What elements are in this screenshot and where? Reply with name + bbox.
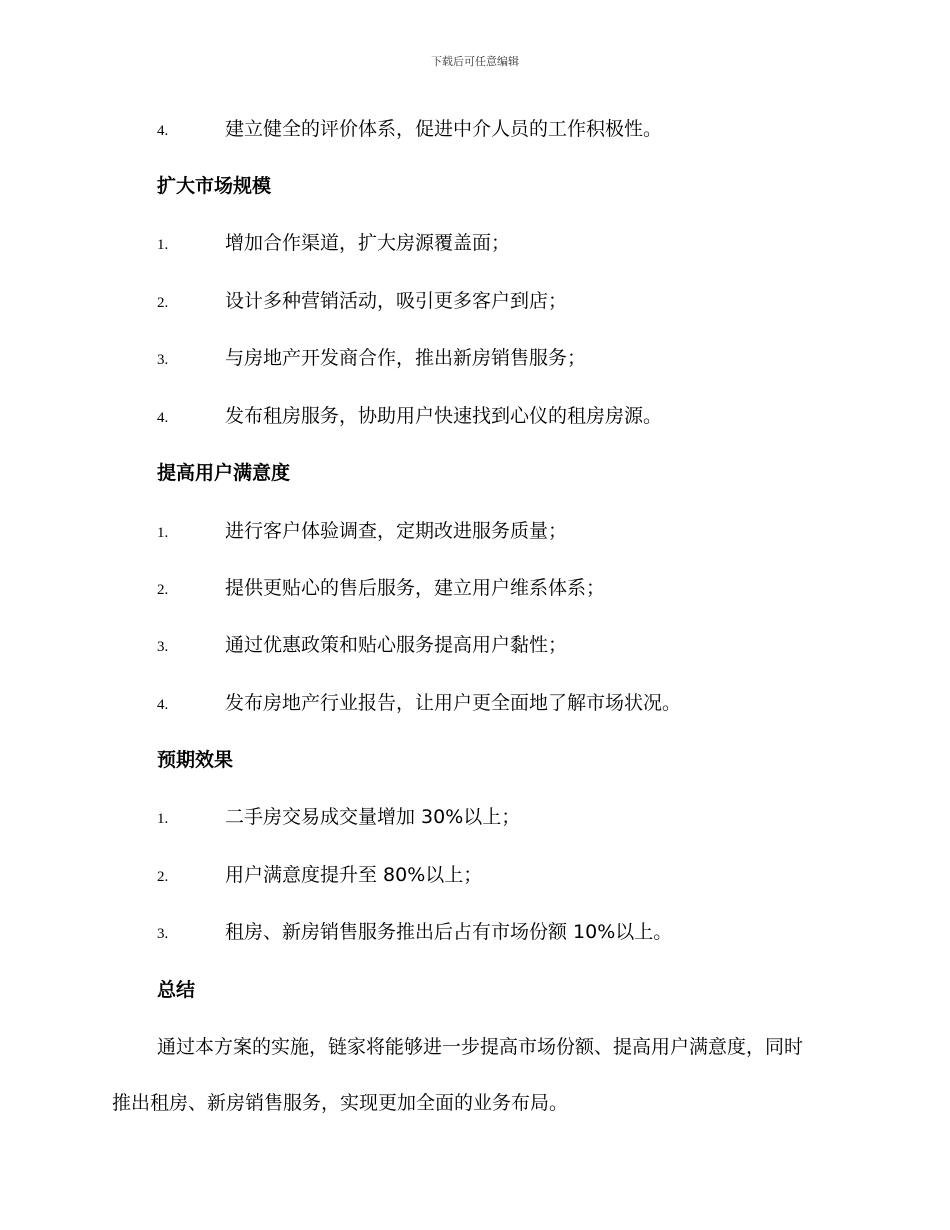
list-item-text: 用户满意度提升至 80%以上；: [225, 864, 483, 886]
list-item-number: 1.: [157, 811, 169, 827]
list-item-number: 3.: [157, 352, 169, 368]
list-item-text: 与房地产开发商合作，推出新房销售服务；: [225, 347, 587, 369]
list-item-number: 2.: [157, 295, 169, 311]
summary-paragraph: 通过本方案的实施，链家将能够进一步提高市场份额、提高用户满意度，同时推出租房、新房销售服务，实现更加全面的业务布局。: [112, 1036, 804, 1114]
section-heading-market: 扩大市场规模: [157, 175, 272, 197]
list-item-number: 3.: [157, 926, 169, 942]
section-heading-satisfaction: 提高用户满意度: [157, 462, 291, 484]
list-item-text: 二手房交易成交量增加 30%以上；: [225, 806, 521, 828]
list-item-text: 增加合作渠道，扩大房源覆盖面；: [225, 232, 511, 254]
list-item-number: 4.: [157, 697, 169, 713]
list-item-number: 3.: [157, 639, 169, 655]
list-item-text: 提供更贴心的售后服务，建立用户维系体系；: [225, 577, 606, 599]
list-item-number: 1.: [157, 525, 169, 541]
header-note: 下载后可任意编辑: [431, 55, 519, 68]
list-item-text: 租房、新房销售服务推出后占有市场份额 10%以上。: [225, 921, 673, 943]
section-heading-summary: 总结: [157, 979, 196, 1001]
section-heading-effects: 预期效果: [157, 749, 234, 771]
list-item-number: 4.: [157, 123, 169, 139]
list-item-text: 建立健全的评价体系，促进中介人员的工作积极性。: [225, 118, 663, 140]
list-item-text: 发布租房服务，协助用户快速找到心仪的租房房源。: [225, 405, 663, 427]
list-item-text: 发布房地产行业报告，让用户更全面地了解市场状况。: [225, 692, 682, 714]
list-item-number: 2.: [157, 869, 169, 885]
list-item-text: 通过优惠政策和贴心服务提高用户黏性；: [225, 634, 568, 656]
list-item-text: 设计多种营销活动，吸引更多客户到店；: [225, 290, 568, 312]
list-item-number: 2.: [157, 582, 169, 598]
list-item-number: 1.: [157, 237, 169, 253]
list-item-text: 进行客户体验调查，定期改进服务质量；: [225, 520, 568, 542]
list-item-number: 4.: [157, 410, 169, 426]
